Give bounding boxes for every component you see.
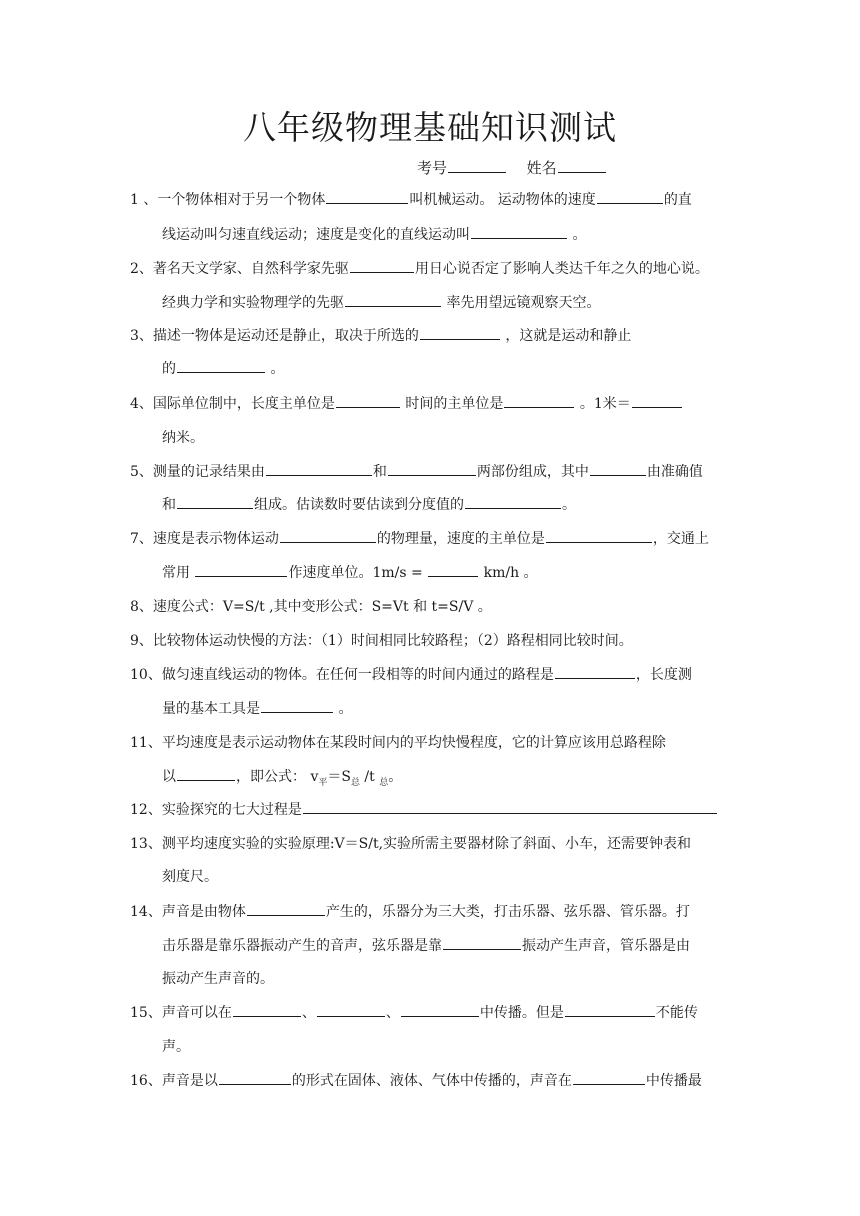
question-number: 5、 — [130, 464, 153, 480]
answer-blank[interactable] — [326, 189, 408, 204]
question-text: 常用 — [162, 565, 195, 581]
question-4-line-2 — [162, 427, 204, 449]
question-14-line-3 — [162, 968, 274, 990]
question-text: 中传播最 — [645, 1073, 702, 1089]
question-text: 声。 — [162, 1039, 190, 1055]
answer-blank[interactable] — [303, 799, 717, 814]
question-number: 2、 — [130, 261, 153, 277]
question-text: 中传播。但是 — [479, 1005, 564, 1021]
question-text: 经典力学和实验物理学的先驱 — [162, 295, 344, 311]
question-text: 和 — [162, 497, 176, 513]
answer-blank[interactable] — [565, 1002, 655, 1017]
question-text: 的形式在固体、液体、气体中传播的，声音在 — [291, 1073, 572, 1089]
question-text: km/h 。 — [479, 565, 538, 581]
answer-blank[interactable] — [261, 698, 333, 713]
question-text: 用日心说否定了影响人类达千年之久的地心说。 — [414, 261, 709, 277]
exam-number-blank[interactable] — [448, 158, 506, 173]
document-title: 八年级物理基础知识测试 — [243, 108, 617, 147]
question-text: 以 — [162, 769, 176, 785]
question-text: 的 — [162, 361, 176, 377]
question-5-line-2 — [162, 494, 576, 516]
answer-blank[interactable] — [345, 292, 441, 307]
question-1-line-2 — [162, 224, 586, 246]
answer-blank[interactable] — [546, 528, 652, 543]
question-text: 振动产生声音的。 — [162, 971, 274, 987]
question-10-line-1 — [130, 664, 692, 686]
question-text: 时间的主单位是 — [400, 396, 504, 412]
question-16-line-1 — [130, 1070, 702, 1092]
answer-blank[interactable] — [177, 494, 253, 509]
question-number: 13、 — [130, 836, 162, 852]
question-number: 16、 — [130, 1073, 162, 1089]
answer-blank[interactable] — [177, 766, 235, 781]
question-text: 速度公式：V=S/t ,其中变形公式：S=Vt 和 t=S/V 。 — [152, 599, 492, 615]
question-text: 产生的，乐器分为三大类，打击乐器、弦乐器、管乐器。打 — [325, 904, 690, 920]
question-text: ＝S — [327, 769, 351, 785]
question-13-line-2 — [162, 866, 218, 888]
question-text: 声音是以 — [161, 1073, 218, 1089]
question-text: 声音可以在 — [161, 1005, 232, 1021]
question-number: 4、 — [130, 396, 153, 412]
question-text: 测平均速度实验的实验原理:V＝S/t,实验所需主要器材除了斜面、小车，还需要钟表和 — [161, 836, 692, 852]
question-11-line-2 — [162, 766, 402, 794]
question-text: 线运动叫匀速直线运动；速度是变化的直线运动叫 — [162, 227, 470, 243]
question-text: 、 — [301, 1005, 316, 1021]
question-text: 测量的记录结果由 — [152, 464, 265, 480]
answer-blank[interactable] — [555, 664, 635, 679]
question-text: 击乐器是靠乐器振动产生的音声，弦乐器是靠 — [162, 938, 442, 954]
question-15-line-2 — [162, 1036, 190, 1058]
answer-blank[interactable] — [388, 461, 476, 476]
question-3-line-1 — [130, 325, 631, 347]
question-number: 15、 — [130, 1005, 162, 1021]
question-text: 描述一物体是运动还是静止，取决于所选的 — [152, 328, 419, 344]
exam-number-label: 考号 — [417, 159, 448, 177]
question-text: 组成。估读数时要估读到分度值的 — [254, 497, 464, 513]
name-label: 姓名 — [526, 159, 557, 177]
question-text: 和 — [372, 464, 387, 480]
question-13-line-1 — [130, 833, 691, 855]
question-2-line-2 — [162, 292, 600, 314]
question-number: 14、 — [130, 904, 162, 920]
question-text: 刻度尺。 — [162, 869, 218, 885]
question-text: 作速度单位。1m/s = — [288, 565, 428, 581]
question-text: 由准确值 — [646, 464, 703, 480]
question-text: ，长度测 — [635, 667, 692, 683]
question-text: /t — [359, 769, 380, 785]
answer-blank[interactable] — [401, 1002, 479, 1017]
question-14-line-2 — [162, 935, 690, 957]
question-12 — [130, 799, 718, 821]
subscript: 平 — [318, 777, 328, 788]
question-10-line-2 — [162, 698, 352, 720]
question-text: 速度是表示物体运动 — [152, 531, 279, 547]
question-8 — [130, 596, 492, 618]
question-text: 平均速度是表示运动物体在某段时间内的平均快慢程度，它的计算应该用总路程除 — [161, 735, 666, 751]
question-number: 1 、 — [130, 192, 158, 208]
question-text: 著名天文学家、自然科学家先驱 — [152, 261, 349, 277]
question-3-line-2 — [162, 358, 284, 380]
question-text: 的物理量，速度的主单位是 — [376, 531, 545, 547]
question-text: 不能传 — [655, 1005, 698, 1021]
question-15-line-1 — [130, 1002, 698, 1024]
question-text: 纳米。 — [162, 430, 204, 446]
answer-blank[interactable] — [465, 494, 561, 509]
question-text: ，即公式： v — [236, 769, 319, 785]
question-text: 。 — [266, 361, 285, 377]
question-text: 比较物体运动快慢的方法：（1）时间相同比较路程；（2）路程相同比较时间。 — [152, 633, 633, 649]
question-number: 12、 — [130, 802, 162, 818]
question-text: ，这就是运动和静止 — [500, 328, 632, 344]
answer-blank[interactable] — [471, 224, 567, 239]
question-text: 声音是由物体 — [161, 904, 246, 920]
answer-blank[interactable] — [504, 393, 574, 408]
answer-blank[interactable] — [428, 562, 478, 577]
answer-blank[interactable] — [420, 325, 500, 340]
answer-blank[interactable] — [590, 461, 646, 476]
answer-blank[interactable] — [177, 358, 265, 373]
question-text: 率先用望远镜观察天空。 — [442, 295, 601, 311]
question-number: 7、 — [130, 531, 153, 547]
question-7-line-2 — [162, 562, 538, 584]
question-11-line-1 — [130, 732, 666, 754]
question-1-line-1 — [130, 189, 692, 211]
answer-blank[interactable] — [632, 393, 682, 408]
question-number: 9、 — [130, 633, 153, 649]
answer-blank[interactable] — [350, 258, 414, 273]
answer-blank[interactable] — [233, 1002, 301, 1017]
question-text: 实验探究的七大过程是 — [161, 802, 302, 818]
question-text: 做匀速直线运动的物体。在任何一段相等的时间内通过的路程是 — [161, 667, 554, 683]
answer-blank[interactable] — [317, 1002, 385, 1017]
question-text: 。 — [334, 701, 353, 717]
answer-blank[interactable] — [219, 1070, 291, 1085]
question-text: 量的基本工具是 — [162, 701, 260, 717]
subscript: 总 — [379, 777, 389, 788]
question-text: 。 — [562, 497, 576, 513]
question-text: 、 — [385, 1005, 400, 1021]
question-5-line-1 — [130, 461, 703, 483]
answer-blank[interactable] — [443, 935, 521, 950]
answer-blank[interactable] — [247, 901, 325, 916]
name-blank[interactable] — [558, 158, 606, 173]
answer-blank[interactable] — [266, 461, 372, 476]
answer-blank[interactable] — [195, 562, 287, 577]
question-number: 3、 — [130, 328, 153, 344]
question-text: 国际单位制中，长度主单位是 — [152, 396, 335, 412]
subscript: 总 — [350, 777, 360, 788]
question-4-line-1 — [130, 393, 683, 415]
question-text: 。1米＝ — [575, 396, 631, 412]
question-text: 振动产生声音，管乐器是由 — [522, 938, 690, 954]
question-9 — [130, 630, 633, 652]
question-number: 10、 — [130, 667, 162, 683]
question-14-line-1 — [130, 901, 690, 923]
question-text: 。 — [568, 227, 587, 243]
question-7-line-1 — [130, 528, 709, 550]
question-text: 的直 — [663, 192, 692, 208]
question-number: 11、 — [130, 735, 162, 751]
question-text: 一个物体相对于另一个物体 — [157, 192, 326, 208]
answer-blank[interactable] — [336, 393, 400, 408]
answer-blank[interactable] — [597, 189, 663, 204]
question-number: 8、 — [130, 599, 153, 615]
answer-blank[interactable] — [573, 1070, 645, 1085]
question-text: 两部份组成，其中 — [476, 464, 589, 480]
question-2-line-1 — [130, 258, 709, 280]
question-text: 叫机械运动。 运动物体的速度 — [409, 192, 596, 208]
exam-header — [417, 156, 607, 180]
answer-blank[interactable] — [280, 528, 376, 543]
question-text: ，交通上 — [652, 531, 709, 547]
question-text: 。 — [388, 769, 403, 785]
